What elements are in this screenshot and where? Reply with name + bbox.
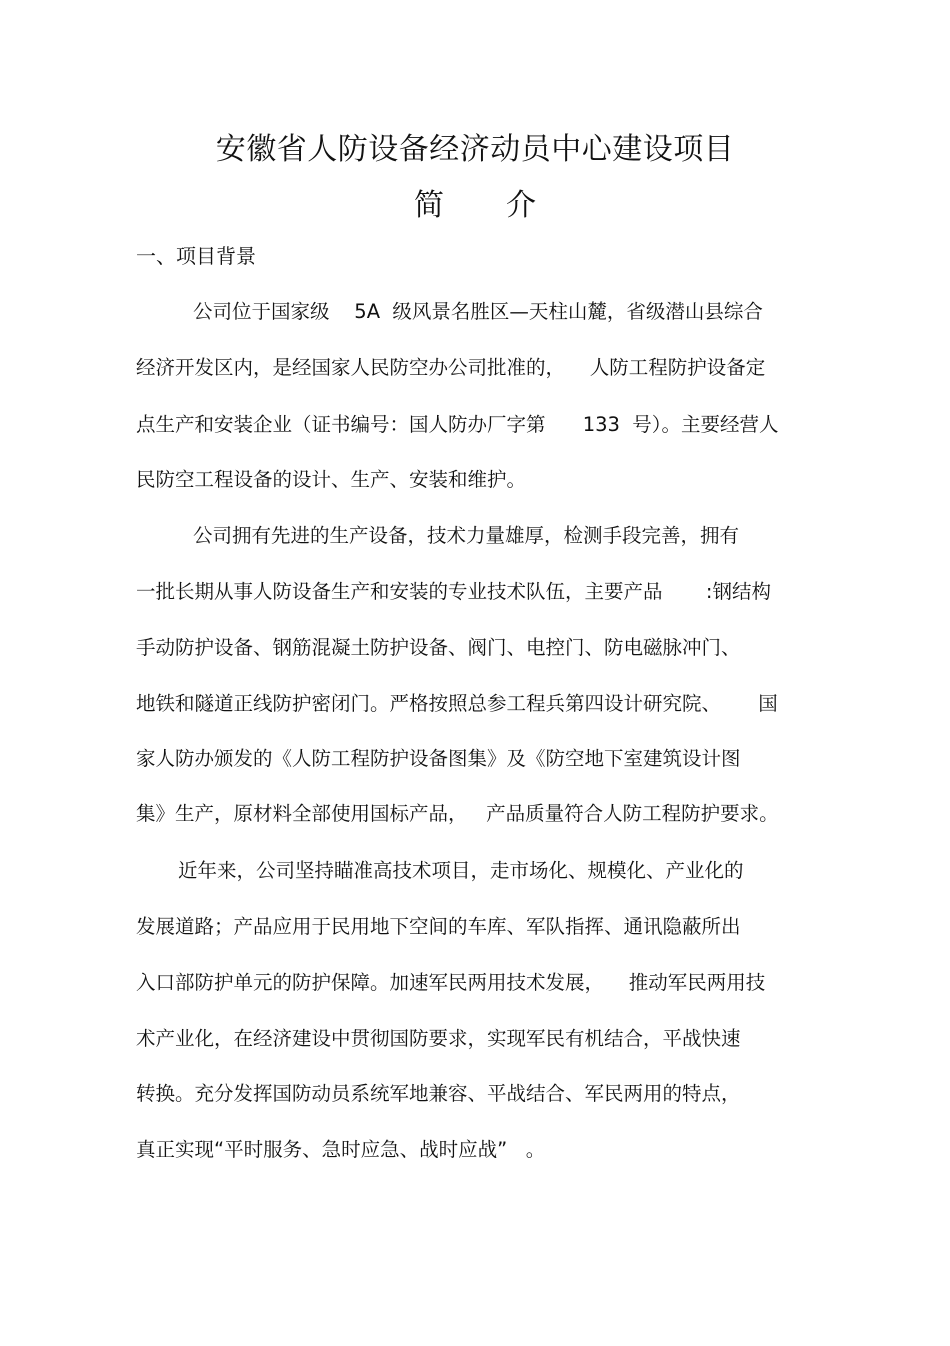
paragraph-line: 一批长期从事人防设备生产和安装的专业技术队伍，主要产品 :钢结构 bbox=[136, 580, 771, 603]
paragraph-line: 真正实现“平时服务、急时应急、战时应战” 。 bbox=[136, 1138, 546, 1161]
document-title: 安徽省人防设备经济动员中心建设项目 bbox=[215, 132, 735, 167]
paragraph-line: 经济开发区内，是经国家人民防空办公司批准的， 人防工程防护设备定 bbox=[136, 356, 766, 379]
paragraph-line: 家人防办颁发的《人防工程防护设备图集》及《防空地下室建筑设计图 bbox=[136, 747, 741, 770]
paragraph-line: 集》生产，原材料全部使用国标产品， 产品质量符合人防工程防护要求。 bbox=[136, 802, 779, 825]
paragraph-line: 术产业化，在经济建设中贯彻国防要求，实现军民有机结合，平战快速 bbox=[136, 1027, 741, 1050]
paragraph-line: 民防空工程设备的设计、生产、安装和维护。 bbox=[136, 468, 527, 491]
paragraph-line: 发展道路；产品应用于民用地下空间的车库、军队指挥、通讯隐蔽所出 bbox=[136, 915, 741, 938]
paragraph-line: 手动防护设备、钢筋混凝土防护设备、阀门、电控门、防电磁脉冲门、 bbox=[136, 636, 741, 659]
paragraph-line: 公司拥有先进的生产设备，技术力量雄厚，检测手段完善，拥有 bbox=[193, 524, 740, 547]
paragraph-line: 点生产和安装企业（证书编号：国人防办厂字第 133 号）。主要经营人 bbox=[136, 413, 779, 436]
paragraph-line: 近年来，公司坚持瞄准高技术项目，走市场化、规模化、产业化的 bbox=[178, 859, 744, 882]
paragraph-line: 地铁和隧道正线防护密闭门。严格按照总参工程兵第四设计研究院、 国 bbox=[136, 692, 778, 715]
document-subtitle bbox=[0, 186, 950, 226]
paragraph-line: 公司位于国家级 5A 级风景名胜区—天柱山麓，省级潜山县综合 bbox=[193, 300, 763, 323]
section-heading: 一、项目背景 bbox=[136, 244, 256, 268]
paragraph-line: 入口部防护单元的防护保障。加速军民两用技术发展， 推动军民两用技 bbox=[136, 971, 766, 994]
paragraph-line: 转换。充分发挥国防动员系统军地兼容、平战结合、军民两用的特点， bbox=[136, 1082, 741, 1105]
subtitle-char-2: 介 bbox=[506, 188, 536, 223]
subtitle-char-1: 简 bbox=[414, 188, 444, 223]
